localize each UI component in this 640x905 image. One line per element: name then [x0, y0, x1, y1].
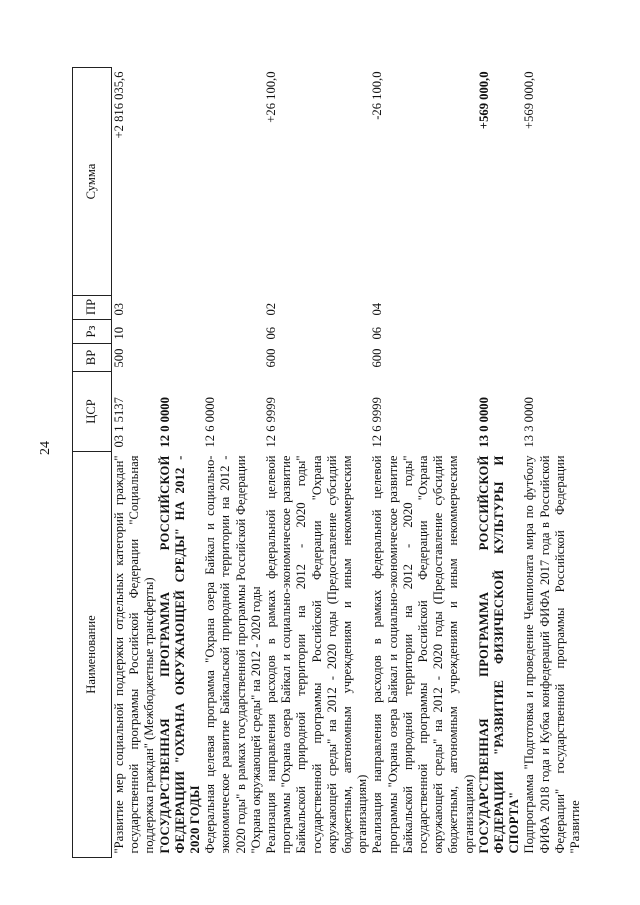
table-row — [158, 68, 204, 858]
table-row — [522, 68, 583, 858]
header-name: Наименование — [73, 452, 112, 858]
row-name: "Развитие мер социальной поддержки отдельных категорий граждан" государственной программы Российской Федерации "Социальная поддержка граждан" (Межбюджетные трансферты) — [112, 455, 157, 854]
row-rz — [477, 320, 523, 344]
budget-table — [72, 67, 583, 858]
header-csr: ЦСР — [73, 372, 112, 452]
table-row — [203, 68, 264, 858]
page-number: 24 — [38, 441, 53, 455]
row-rz — [158, 320, 204, 344]
row-vr — [522, 344, 583, 372]
row-csr: 12 0 0000 — [157, 397, 172, 448]
row-csr: 12 6 9999 — [264, 397, 279, 448]
row-csr: 12 6 0000 — [203, 397, 218, 448]
row-pr: 03 — [112, 302, 126, 316]
row-pr — [158, 296, 204, 320]
table-row — [264, 68, 370, 858]
row-sum: +26 100,0 — [264, 71, 279, 123]
row-pr: 02 — [264, 302, 279, 316]
row-pr — [522, 296, 583, 320]
row-vr: 500 — [112, 348, 126, 368]
table-header-row — [73, 68, 112, 858]
row-sum — [203, 68, 264, 296]
row-vr — [203, 344, 264, 372]
row-sum: +569 000,0 — [522, 71, 537, 129]
row-rz: 06 — [370, 326, 385, 340]
row-name: Реализация направления расходов в рамках федеральной целевой программы "Охрана озера Байкал и социально-экономическое развитие Байкальской природной территории на 2012 - 2020 годы" государственной программы Российской Федерации "Охрана окружающей среды" на 2012 - 2020 годы (Предоставление субсидий бюджетным, автономным учреждениям и иным некоммерческим организациям) — [264, 455, 370, 854]
row-sum: -26 100,0 — [370, 71, 385, 120]
row-rz: 10 — [112, 326, 126, 340]
row-sum — [158, 68, 204, 296]
row-name: Подпрограмма "Подготовка и проведение Чемпионата мира по футболу ФИФА 2018 года и Кубка конфедераций ФИФА 2017 года в Российской Федерации" государственной программы Российской Федерации "Развитие — [522, 455, 583, 854]
table-row — [477, 68, 523, 858]
row-csr: 12 6 9999 — [370, 397, 385, 448]
row-csr: 13 0 0000 — [476, 397, 491, 448]
row-rz — [203, 320, 264, 344]
row-vr: 600 — [264, 348, 279, 368]
row-sum: +569 000,0 — [476, 71, 491, 130]
row-rz — [522, 320, 583, 344]
row-sum: +2 816 035,6 — [112, 71, 126, 139]
row-pr — [203, 296, 264, 320]
row-pr — [477, 296, 523, 320]
row-vr — [477, 344, 523, 372]
row-pr: 04 — [370, 302, 385, 316]
table-row — [370, 68, 476, 858]
budget-table-page — [72, 68, 597, 858]
row-csr: 03 1 5137 — [112, 397, 126, 448]
table-row — [112, 68, 158, 858]
header-vr: ВР — [73, 344, 112, 372]
row-csr: 13 3 0000 — [522, 397, 537, 448]
row-name: Реализация направления расходов в рамках федеральной целевой программы "Охрана озера Байкал и социально-экономическое развитие Байкальской природной территории на 2012 - 2020 годы" государственной программы Российской Федерации "Охрана окружающей среды" на 2012 - 2020 годы (Предоставление субсидий бюджетным, автономным учреждениям и иным некоммерческим организациям) — [370, 455, 476, 854]
row-name: ГОСУДАРСТВЕННАЯ ПРОГРАММА РОССИЙСКОЙ ФЕДЕРАЦИИ "РАЗВИТИЕ ФИЗИЧЕСКОЙ КУЛЬТУРЫ И СПОРТА" — [476, 455, 522, 854]
table-body — [112, 68, 584, 858]
row-vr — [158, 344, 204, 372]
row-name: Федеральная целевая программа "Охрана озера Байкал и социально-экономическое развитие Байкальской природной территории на 2012 - 2020 годы" в рамках государственной программы Российской Федерации "Охрана окружающей среды" на 2012 - 2020 годы — [203, 455, 263, 854]
header-sum: Сумма — [73, 68, 112, 296]
row-name: ГОСУДАРСТВЕННАЯ ПРОГРАММА РОССИЙСКОЙ ФЕДЕРАЦИИ "ОХРАНА ОКРУЖАЮЩЕЙ СРЕДЫ" НА 2012 - 2020 ГОДЫ — [157, 455, 203, 854]
row-rz: 06 — [264, 326, 279, 340]
header-rz: Рз — [73, 320, 112, 344]
header-pr: ПР — [73, 296, 112, 320]
row-vr: 600 — [370, 348, 385, 368]
